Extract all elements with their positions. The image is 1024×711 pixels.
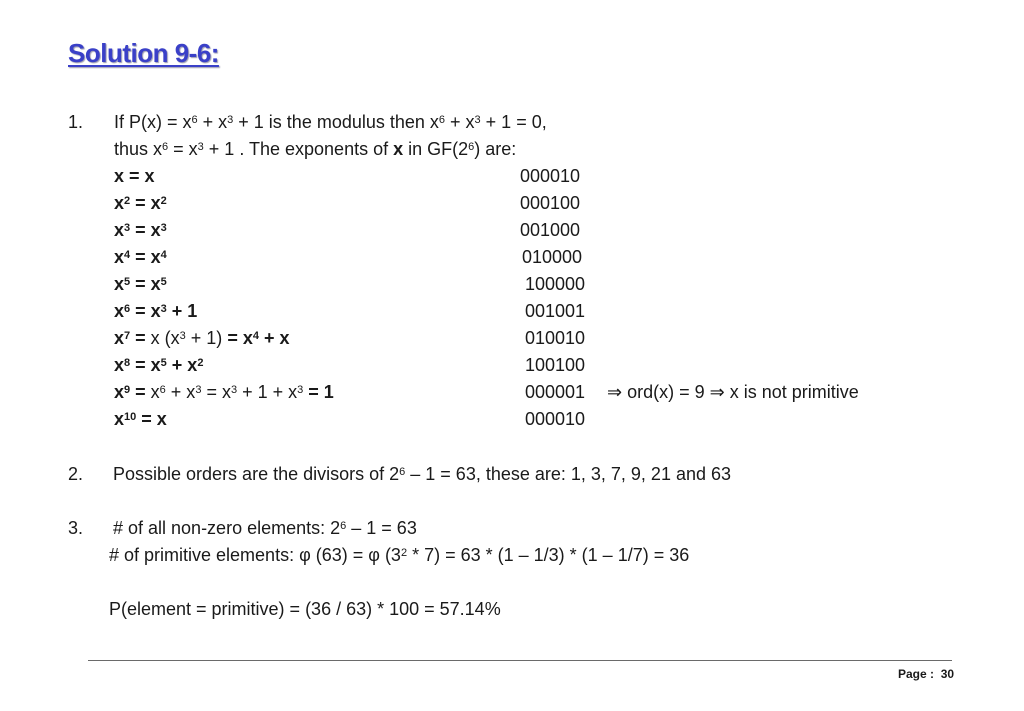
binary-value: 100000 <box>525 274 586 294</box>
binary-value: 010010 <box>525 328 586 348</box>
item-3-number: 3. <box>68 518 84 538</box>
exp-row-1: x = x <box>114 166 155 186</box>
binary-value: 001001 <box>525 301 586 321</box>
binary-value: 001000 <box>520 220 581 240</box>
exp-row-2: $x^2 = x^2$ <box>114 193 167 213</box>
binary-value: 010000 <box>522 247 583 267</box>
page-title: Solution 9-6: <box>68 38 219 68</box>
item-2-number: 2. <box>68 464 84 484</box>
exp-row-10: $x^{10} = x$ <box>114 409 167 429</box>
item-1-line-2: thus $x^6 = x^3 + 1$ . The exponents of x in $GF(2^6)$ are: <box>114 139 517 159</box>
exp-row-9: $x^9 = x^6 + x^3 = x^3 + 1 + x^3 = 1$ <box>114 382 334 402</box>
exp-row-5: $x^5 = x^5$ <box>114 274 167 294</box>
order-note: ⇒ ord(x) = 9 ⇒ x is not primitive <box>607 382 859 402</box>
item-2-text: Possible orders are the divisors of $2^6 - 1 = 63$, these are: 1, 3, 7, 9, 21 and 63 <box>113 464 732 484</box>
exp-row-6: $x^6 = x^3 + 1$ <box>114 301 198 321</box>
footer-divider <box>88 660 952 661</box>
binary-value: 000100 <box>520 193 581 213</box>
binary-value: 000010 <box>525 409 586 429</box>
page-number: Page : 30 <box>898 667 955 681</box>
item-1-number: 1. <box>68 112 84 132</box>
item-3-line-1: # of all non-zero elements: $2^6 - 1 = 63$ <box>113 518 417 538</box>
item-3-line-3: P(element = primitive) = (36 / 63) * 100 = 57.14% <box>109 599 501 619</box>
binary-value: 000010 <box>520 166 581 186</box>
binary-value: 100100 <box>525 355 586 375</box>
binary-value: 000001 <box>525 382 586 402</box>
exp-row-7: $x^7 = x$ $(x^3 + 1) = x^4 + x$ <box>114 328 290 348</box>
item-3-line-2: # of primitive elements: φ (63) = φ $(3^2 * 7) = 63 * (1 - 1/3) * (1 - 1/7) = 36$ <box>109 545 690 565</box>
exp-row-4: $x^4 = x^4$ <box>114 247 167 267</box>
exp-row-8: $x^8 = x^5 + x^2$ <box>114 355 204 375</box>
exp-row-3: $x^3 = x^3$ <box>114 220 167 240</box>
item-1-line-1: If $P(x) = x^6 + x^3 + 1$ is the modulus then $x^6 + x^3 + 1 = 0$, <box>114 112 547 132</box>
